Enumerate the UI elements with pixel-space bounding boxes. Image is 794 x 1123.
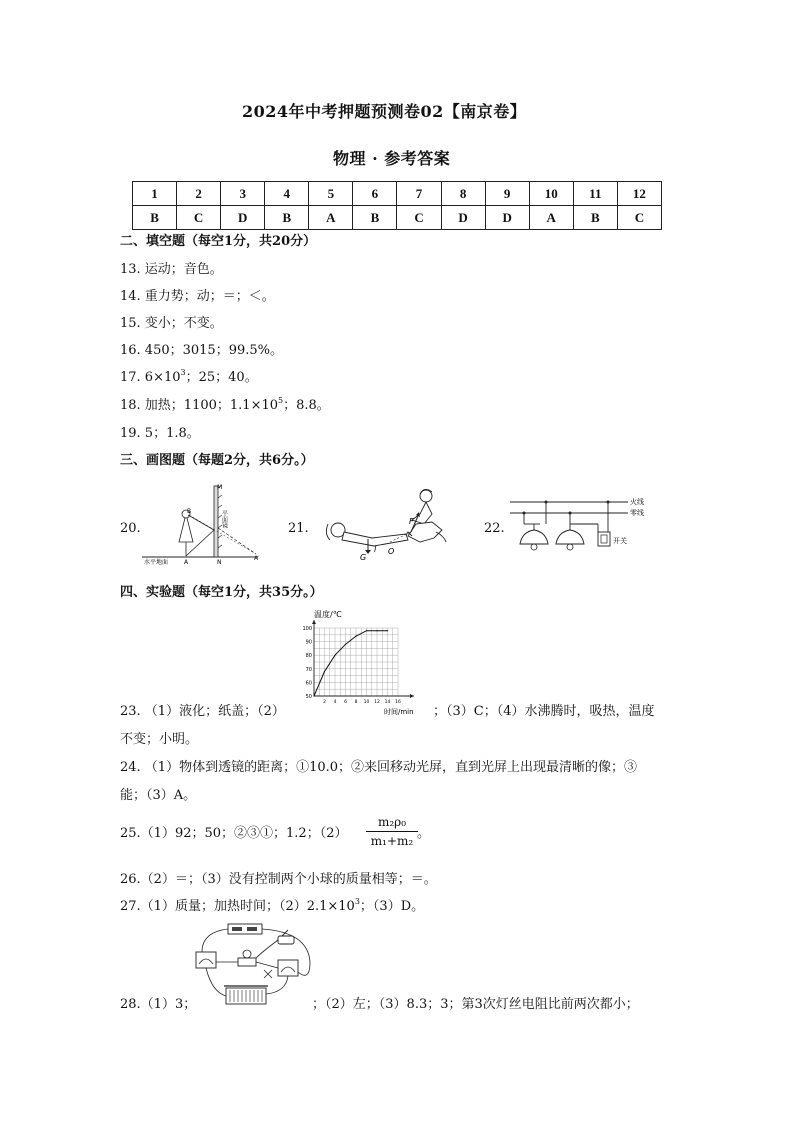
answer-18 (120, 398, 330, 414)
table-cell: 12 (617, 182, 661, 206)
answer-25-end: 。 (417, 826, 431, 841)
answer-17 (120, 370, 258, 386)
label-g: G (360, 553, 367, 562)
chart-x-tick-label: 10 (363, 700, 370, 705)
chart-y-tick-label: 60 (305, 680, 312, 687)
fraction-bar (366, 831, 418, 832)
answer-16: 16. 450；3015；99.5%。 (120, 343, 284, 358)
answer-13: 13. 运动；音色。 (120, 262, 223, 277)
answer-19: 19. 5；1.8。 (120, 426, 200, 441)
label-switch: 开关 (613, 537, 627, 545)
table-cell: 3 (221, 182, 265, 206)
chart-y-arrow (312, 620, 316, 624)
table-cell: A (309, 206, 353, 230)
temperature-chart-svg (288, 606, 428, 716)
answer-27-text: 27.（1）质量；加热时间；（2）2.1×10 (120, 899, 355, 914)
section-heading-fill-in: 二、填空题（每空1分，共20分） (120, 234, 317, 249)
table-cell: D (485, 206, 529, 230)
table-cell: 9 (485, 182, 529, 206)
answer-23-line1b: ；（3）C；（4）水沸腾时，吸热，温度 (433, 704, 655, 719)
label-l: l (374, 545, 377, 554)
label-a-prime: A′ (254, 555, 260, 562)
chart-x-tick-label: 16 (395, 700, 401, 705)
fraction-denominator: m₁+m₂ (370, 834, 414, 848)
label-b: B (187, 508, 192, 515)
page-subtitle: 物理 · 参考答案 (333, 149, 451, 168)
answer-table-number-row (133, 182, 662, 206)
table-cell: D (441, 206, 485, 230)
label-n: N (217, 559, 222, 566)
table-cell: 10 (529, 182, 573, 206)
section-heading-experiment: 四、实验题（每空1分，共35分。） (120, 585, 323, 600)
chart-data-point (355, 636, 356, 637)
chart-x-tick-label: 6 (344, 700, 347, 705)
table-cell: A (529, 206, 573, 230)
table-cell: 2 (177, 182, 221, 206)
circuit-experiment-figure (192, 922, 318, 1018)
chart-y-tick-label: 80 (305, 653, 312, 660)
chart-y-tick-label: 90 (305, 639, 312, 646)
answer-27 (120, 899, 424, 915)
lever-force-figure (316, 484, 458, 566)
table-cell: 4 (265, 182, 309, 206)
label-m: M (217, 484, 223, 491)
answer-14: 14. 重力势；动；＝；＜。 (120, 289, 275, 304)
chart-x-label: 时间/min (384, 708, 414, 716)
table-cell: 6 (353, 182, 397, 206)
answer-23-part-a: 23. （1）液化；纸盖；（2） (120, 704, 285, 719)
chart-y-label: 温度/℃ (314, 610, 342, 619)
chart-x-tick-label: 2 (323, 700, 326, 705)
answer-28-rest: ；（2）左；（3）8.3；3；第3次灯丝电阻比前两次都小； (312, 997, 639, 1012)
chart-x-arrow (410, 694, 414, 698)
answer-24-line2: 能；（3）A。 (120, 788, 197, 803)
table-cell: B (573, 206, 617, 230)
answer-22-label: 22. (484, 521, 505, 536)
chart-data-point (376, 630, 377, 631)
chart-data-point (313, 695, 314, 696)
answer-17-exponent: 3 (180, 368, 186, 377)
page-title: 2024年中考押题预测卷02【南京卷】 (242, 102, 527, 121)
answer-17-text: 17. 6×10 (120, 370, 181, 385)
table-cell: C (617, 206, 661, 230)
label-live-wire: 火线 (630, 498, 644, 506)
table-cell: 1 (133, 182, 177, 206)
table-cell: C (397, 206, 441, 230)
chart-data-point (366, 630, 367, 631)
table-cell: B (265, 206, 309, 230)
answer-23-line2: 不变；小明。 (120, 732, 199, 747)
table-cell: D (221, 206, 265, 230)
answer-15: 15. 变小；不变。 (120, 316, 223, 331)
answer-25-fraction (366, 814, 418, 849)
chart-x-tick-label: 8 (354, 700, 358, 705)
answer-26: 26.（2）＝；（3）没有控制两个小球的质量相等；＝。 (120, 872, 437, 887)
chart-y-tick-label: 50 (305, 694, 312, 700)
table-cell: B (133, 206, 177, 230)
table-cell: 5 (309, 182, 353, 206)
answer-18-exponent: 5 (278, 396, 284, 405)
answer-20-label: 20. (120, 521, 141, 536)
chart-data-point (387, 630, 388, 631)
temperature-time-chart (288, 606, 428, 716)
mirror-reflection-figure (140, 484, 265, 566)
chart-x-tick-label: 4 (333, 700, 337, 705)
label-o: O (388, 547, 395, 556)
chart-data-point (345, 644, 346, 645)
answer-18-rest: ；8.8。 (283, 398, 330, 413)
answer-27-rest: ；（3）D。 (359, 899, 425, 914)
chart-data-point (324, 671, 325, 672)
label-mirror: 平面镜 (220, 510, 228, 528)
chart-x-tick-label: 12 (374, 700, 380, 705)
answer-23-line1 (120, 704, 285, 720)
chart-data-point (334, 655, 335, 656)
household-circuit-figure (510, 492, 660, 558)
label-f: F (409, 517, 414, 526)
table-cell: B (353, 206, 397, 230)
section-heading-drawing: 三、画图题（每题2分，共6分。） (120, 453, 314, 468)
label-ground: 水平地面 (144, 559, 169, 566)
answer-17-rest: ；25；40。 (185, 370, 258, 385)
answer-18-text: 18. 加热；1100；1.1×10 (120, 398, 278, 413)
table-cell: 8 (441, 182, 485, 206)
answer-table-answer-row (133, 206, 662, 230)
answer-25: 25.（1）92；50；②③①；1.2；（2） (120, 826, 348, 841)
chart-y-tick-label: 100 (302, 626, 312, 632)
fraction-numerator: m₂ρ₀ (377, 815, 407, 829)
answer-24-line1: 24. （1）物体到透镜的距离；①10.0；②来回移动光屏，直到光屏上出现最清晰的像；③ (120, 760, 638, 775)
answer-27-exponent: 3 (354, 897, 360, 906)
chart-y-tick-label: 70 (305, 666, 312, 673)
label-a: A (184, 559, 189, 566)
answer-21-label: 21. (288, 521, 309, 536)
chart-x-tick-label: 14 (384, 700, 391, 705)
answer-table (132, 181, 662, 230)
label-neutral-wire: 零线 (630, 509, 644, 517)
table-cell: 7 (397, 182, 441, 206)
table-cell: C (177, 206, 221, 230)
table-cell: 11 (573, 182, 617, 206)
answer-28-start: 28.（1）3； (120, 997, 197, 1012)
